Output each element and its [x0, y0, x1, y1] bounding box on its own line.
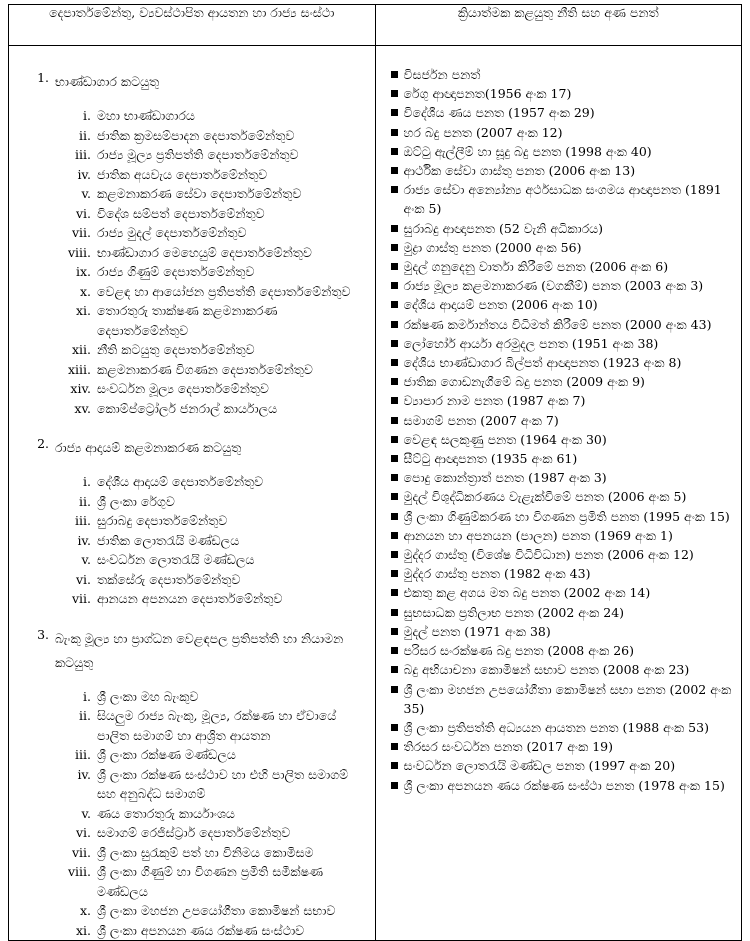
list-item: [9, 262, 375, 282]
section-block: [9, 436, 375, 609]
act-item: [376, 507, 742, 526]
act-item: [376, 103, 742, 122]
list-item: [9, 862, 375, 901]
square-bullet-icon: [376, 430, 404, 449]
section-items: [9, 687, 375, 941]
item-text: තොරතුරු තාක්ෂණ කළමනාකරණ දෙපාර්තමේන්තුව: [97, 303, 278, 338]
item-text: ශ්‍රී ලංකා මහ බැංකුව: [97, 688, 199, 704]
list-item: [9, 223, 375, 243]
square-bullet-icon: [376, 545, 404, 564]
item-text: සියලුම රාජ්‍ය බැංකු, මූල්‍ය, රක්ෂණ හා ඒවායේ පාලිත සමාගම් හා ආශ්‍රිත ආයතන: [97, 708, 337, 743]
item-numeral: iv.: [77, 766, 91, 782]
act-name: තිරසර සංවර්ධන පනත (2017 අංක 19): [403, 739, 613, 755]
item-numeral: i.: [83, 108, 91, 123]
act-name: එකතු කළ අගය මත බදු පනත (2002 අංක 14): [403, 585, 651, 601]
list-item: [9, 843, 375, 863]
act-item: [376, 411, 742, 430]
square-bullet-icon: [376, 411, 404, 430]
sections-list: [9, 70, 375, 940]
act-name: රාජ්‍ය සේවා අන්‍යෝන්‍ය අර්ථසාධක සංගමය ආඥාපනත (1891 අංක 5): [403, 182, 722, 217]
item-text: සංවර්ධන මූල්‍ය දෙපාර්තමේන්තුව: [97, 381, 269, 396]
act-item: [376, 238, 742, 257]
act-item: [376, 680, 742, 718]
item-text: ශ්‍රී ලංකා රක්ෂණ මණ්ඩලය: [97, 747, 236, 762]
square-bullet-icon: [376, 103, 404, 122]
act-name: ශ්‍රී ලංකා මහජන උපයෝගීතා කොමිෂන් සභා පනත (2002 අංක 35): [403, 681, 732, 716]
section-title: රාජ්‍ය ආදායම් කළමනාකරණ කටයුතු: [55, 440, 242, 455]
item-numeral: vi.: [75, 205, 91, 221]
act-item: [376, 449, 742, 468]
section-items: [9, 472, 375, 609]
square-bullet-icon: [376, 391, 404, 410]
list-item: [9, 184, 375, 204]
act-item: [376, 391, 742, 410]
act-item: [376, 564, 742, 583]
item-text: තක්සේරු දෙපාර්තමේන්තුව: [97, 571, 241, 587]
item-text: රාජ්‍ය ගිණුම් දෙපාර්තමේන්තුව: [97, 264, 255, 279]
item-text: ආනයන අපනයන දෙපාර්තමේන්තුව: [97, 591, 283, 606]
item-text: ණය තොරතුරු කාර්යාංශය: [97, 805, 235, 821]
list-item: [9, 126, 375, 146]
list-item: [9, 706, 375, 745]
act-name: පොදු කොන්ත්‍රාත් පනත (1987 අංක 3): [403, 470, 607, 486]
act-name: විසර්ජන පනත්: [403, 67, 481, 82]
act-name: සංවර්ධන ලොතරැයි මණ්ඩල පනත (1997 අංක 20): [403, 758, 676, 774]
list-item: [9, 511, 375, 531]
item-text: වෙළඳ හා ආයෝජන ප්‍රතිපත්ති දෙපාර්තමේන්තුව: [97, 283, 351, 299]
act-item: [376, 430, 742, 449]
item-text: ජාතික අයවැය දෙපාර්තමේන්තුව: [97, 166, 268, 182]
act-name: සුභසාධක ප්‍රතිලාභ පනත (2002 අංක 24): [403, 604, 625, 620]
institutions-column: [9, 46, 376, 941]
item-text: ශ්‍රී ලංකා රේගුව: [97, 493, 175, 509]
item-numeral: xiv.: [70, 381, 91, 396]
item-numeral: v.: [81, 186, 91, 201]
item-numeral: v.: [81, 805, 91, 821]
item-numeral: iii.: [75, 147, 91, 162]
square-bullet-icon: [376, 603, 404, 622]
act-name: ලෝහෝර් ආර්යා අරමුදල පනත (1951 අංක 38): [403, 335, 659, 351]
act-name: මුදල් ගනුදෙනු වාර්තා කිරීමේ පනත (2006 අංක 6): [403, 259, 669, 275]
list-item: [9, 399, 375, 419]
list-item: [9, 492, 375, 512]
item-numeral: vii.: [71, 844, 91, 860]
list-item: [9, 145, 375, 165]
act-name: ඔට්ටු ඇල්ලීම් හා සූදු බදු පනත (1998 අංක 40): [403, 143, 652, 159]
section-number: 2.: [37, 436, 49, 451]
act-name: මුදල් විශුද්ධිකරණය වැළැක්වීමේ පනත (2006 අංක 5): [403, 489, 687, 505]
section-block: [9, 627, 375, 941]
act-item: [376, 487, 742, 506]
act-item: [376, 545, 742, 564]
item-numeral: iv.: [77, 166, 91, 182]
list-item: [9, 531, 375, 551]
square-bullet-icon: [376, 295, 404, 314]
item-text: ශ්‍රී ලංකා සුරැකුම් පත් හා විනිමය කොමිසම: [97, 844, 314, 860]
item-numeral: x.: [79, 283, 91, 299]
list-item: [9, 301, 375, 340]
square-bullet-icon: [376, 219, 404, 238]
item-numeral: viii.: [67, 244, 91, 260]
item-numeral: viii.: [67, 864, 91, 879]
act-item: [376, 84, 742, 103]
section-title: බැංකු මූල්‍ය හා ප්‍රාග්ධන වෙළඳපල ප්‍රතිපත්ති හා නියාමන කටයුතු: [55, 630, 344, 670]
act-name: සීට්ටු ආඥාපනත (1935 අංක 61): [403, 451, 578, 467]
item-text: දේශීය ආදායම් දෙපාර්තමේන්තුව: [97, 474, 264, 489]
act-name: ව්‍යාපාර නාම පනත (1987 අංක 7): [403, 393, 586, 409]
square-bullet-icon: [376, 180, 404, 218]
list-item: [9, 570, 375, 590]
act-item: [376, 219, 742, 238]
section-number: 3.: [37, 626, 49, 642]
item-numeral: xii.: [71, 342, 91, 357]
square-bullet-icon: [376, 526, 404, 545]
item-text: රාජ්‍ය මුදල් දෙපාර්තමේන්තුව: [97, 225, 247, 240]
square-bullet-icon: [376, 123, 404, 142]
list-item: [9, 687, 375, 707]
square-bullet-icon: [376, 468, 404, 487]
square-bullet-icon: [376, 756, 404, 775]
item-text: ශ්‍රී ලංකා මහජන උපයෝගීතා කොමිෂන් සභාව: [97, 903, 336, 918]
item-numeral: ii.: [79, 493, 91, 509]
square-bullet-icon: [376, 583, 404, 602]
square-bullet-icon: [376, 315, 404, 334]
act-name: රාජ්‍ය මූල්‍ය කළමනාකරණ (වගකීම්) පනත (2003 අංක 3): [403, 278, 704, 294]
header-institutions: දෙපාර්තමේන්තු, ව්‍යවස්ථාපිත ආයතන හා රාජ්‍ය සංස්ථා: [9, 5, 376, 46]
act-item: [376, 142, 742, 161]
item-text: ශ්‍රී ලංකා ගිණුම් හා විගණන ප්‍රමිති සමීක්ෂණ මණ්ඩලය: [97, 864, 324, 899]
item-numeral: ix.: [75, 264, 91, 279]
act-item: [376, 161, 742, 180]
item-numeral: vii.: [71, 225, 91, 240]
list-item: [9, 165, 375, 185]
item-numeral: iii.: [75, 513, 91, 528]
item-text: භාණ්ඩාගාර මෙහෙයුම් දෙපාර්තමේන්තුව: [97, 244, 312, 260]
list-item: [9, 243, 375, 263]
header-row: [9, 5, 742, 46]
item-numeral: i.: [83, 474, 91, 489]
item-text: ශ්‍රී ලංකා රක්ෂණ සංස්ථාව හා එහි පාලිත සමාගම් සහ අනුබද්ධ සමාගම්: [97, 766, 349, 801]
list-item: [9, 360, 375, 380]
act-item: [376, 660, 742, 679]
item-numeral: vii.: [71, 591, 91, 606]
list-item: [9, 340, 375, 360]
item-text: මහා භාණ්ඩාගාරය: [97, 108, 195, 123]
item-text: කොම්ප්ට්‍රෝලර් ජනරාල් කාර්යාලය: [97, 400, 278, 416]
item-text: සුරාබදු දෙපාර්තමේන්තුව: [97, 513, 228, 528]
act-item: [376, 583, 742, 602]
square-bullet-icon: [376, 65, 404, 84]
square-bullet-icon: [376, 660, 404, 679]
act-name: ශ්‍රී ලංකා ප්‍රතිපත්ති අධ්‍යයන ආයතන පනත (1988 අංක 53): [403, 719, 709, 735]
list-item: [9, 765, 375, 804]
item-text: කළමනාකරණ සේවා දෙපාර්තමේන්තුව: [97, 186, 302, 201]
institutions-acts-table: [8, 4, 742, 941]
square-bullet-icon: [376, 372, 404, 391]
square-bullet-icon: [376, 641, 404, 660]
act-name: මුද්දර ගාස්තු (විශේෂ විධිවිධාන) පනත (2006 අංක 12): [403, 547, 694, 563]
square-bullet-icon: [376, 334, 404, 353]
list-item: [9, 589, 375, 609]
item-numeral: iii.: [75, 747, 91, 762]
act-item: [376, 180, 742, 218]
square-bullet-icon: [376, 718, 404, 737]
item-text: ජාතික ක්‍රමසම්පාදන දෙපාර්තමේන්තුව: [97, 127, 295, 143]
square-bullet-icon: [376, 507, 404, 526]
item-text: සංවර්ධන ලොතරැයි මණ්ඩලය: [97, 552, 255, 567]
act-item: [376, 756, 742, 775]
act-name: විදේශීය ණය පනත (1957 අංක 29): [403, 105, 595, 121]
list-item: [9, 204, 375, 224]
section-title: භාණ්ඩාගාර කටයුතු: [55, 74, 160, 89]
list-item: [9, 804, 375, 824]
act-item: [376, 353, 742, 372]
square-bullet-icon: [376, 257, 404, 276]
square-bullet-icon: [376, 142, 404, 161]
square-bullet-icon: [376, 564, 404, 583]
item-numeral: xi.: [75, 303, 91, 318]
act-name: සුරාබදු ආඥාපනත (52 වැනි අධිකාරය): [403, 220, 603, 236]
act-item: [376, 641, 742, 660]
item-numeral: xi.: [75, 922, 91, 938]
list-item: [9, 379, 375, 399]
list-item: [9, 823, 375, 843]
acts-list: [376, 46, 742, 795]
list-item: [9, 550, 375, 570]
act-name: රේගු ආඥාපනත(1956 අංක 17): [403, 86, 572, 102]
item-numeral: x.: [79, 903, 91, 918]
act-name: ශ්‍රී ලංකා අපනයන ණය රක්ෂණ සංස්ථා පනත (1978 අංක 15): [403, 777, 725, 793]
act-name: පරිසර සංරක්ෂණ බදු පනත (2008 අංක 26): [403, 643, 634, 659]
section-number: 1.: [37, 70, 49, 85]
act-name: ශ්‍රී ලංකා ගිණුම්කරණ හා විගණන ප්‍රමිති පනත (1995 අංක 15): [403, 508, 730, 524]
section-block: [9, 70, 375, 418]
item-numeral: vi.: [75, 825, 91, 840]
item-numeral: i.: [83, 688, 91, 704]
body-row: [9, 46, 742, 941]
list-item: [9, 901, 375, 921]
square-bullet-icon: [376, 276, 404, 295]
act-item: [376, 776, 742, 795]
act-name: දේශීය ආදායම් පනත (2006 අංක 10): [403, 297, 598, 313]
section-heading: [9, 70, 375, 94]
item-numeral: iv.: [77, 532, 91, 548]
square-bullet-icon: [376, 84, 404, 103]
square-bullet-icon: [376, 487, 404, 506]
item-numeral: v.: [81, 552, 91, 567]
act-item: [376, 737, 742, 756]
item-numeral: xiii.: [67, 361, 91, 377]
act-item: [376, 257, 742, 276]
item-numeral: vi.: [75, 571, 91, 587]
act-name: මුදල් පනත (1971 අංක 38): [403, 623, 551, 639]
act-item: [376, 315, 742, 334]
square-bullet-icon: [376, 449, 404, 468]
list-item: [9, 745, 375, 765]
act-name: ආර්ථික සේවා ගාස්තු පනත (2006 අංක 13): [403, 163, 636, 179]
act-item: [376, 468, 742, 487]
square-bullet-icon: [376, 776, 404, 795]
item-text: නීති කටයුතු දෙපාර්තමේන්තුව: [97, 342, 255, 357]
item-numeral: ii.: [79, 127, 91, 143]
act-name: ආනයන හා අපනයන (පාලන) පනත (1969 අංක 1): [403, 527, 673, 543]
square-bullet-icon: [376, 238, 404, 257]
act-item: [376, 526, 742, 545]
item-text: ශ්‍රී ලංකා අපනයන ණය රක්ෂණ සංස්ථාව: [97, 922, 305, 938]
act-name: ජාතික ගොඩනැගීමේ බදු පනත (2009 අංක 9): [403, 374, 645, 390]
list-item: [9, 106, 375, 126]
square-bullet-icon: [376, 622, 404, 641]
acts-column: [375, 46, 742, 941]
act-name: වෙළඳ සලකුණු පනත (1964 අංක 30): [403, 431, 607, 447]
act-item: [376, 603, 742, 622]
item-text: රාජ්‍ය මූල්‍ය ප්‍රතිපත්ති දෙපාර්තමේන්තුව: [97, 147, 299, 162]
act-name: රක්ෂණ කර්මාන්තය විධිමත් කිරීමේ පනත (2000 අංක 43): [403, 316, 712, 332]
section-heading: [9, 436, 375, 460]
item-text: කළමනාකරණ විගණන දෙපාර්තමේන්තුව: [97, 361, 313, 377]
act-name: බදු අභියාචනා කොමිෂන් සභාව පනත (2008 අංක 23): [403, 662, 690, 678]
act-name: මුද්‍රා ගාස්තු පනත (2000 අංක 56): [403, 239, 582, 255]
act-name: හර බදු පනත (2007 අංක 12): [403, 124, 563, 140]
act-name: දේශීය භාණ්ඩාගාර බිල්පත් ආඥාපනත (1923 අංක 8): [403, 355, 682, 371]
item-text: ජාතික ලොතරැයි මණ්ඩලය: [97, 532, 240, 548]
square-bullet-icon: [376, 161, 404, 180]
item-text: විදේශ සම්පත් දෙපාර්තමේන්තුව: [97, 205, 265, 221]
act-name: මුද්දර ගාස්තු පනත (1982 අංක 43): [403, 566, 591, 582]
header-acts: ක්‍රියාත්මක කළයුතු නීති සහ අණ පනත්: [375, 5, 742, 46]
act-item: [376, 123, 742, 142]
act-name: සමාගම් පනත (2007 අංක 7): [403, 412, 559, 428]
item-numeral: xv.: [74, 400, 91, 416]
act-item: [376, 622, 742, 641]
square-bullet-icon: [376, 737, 404, 756]
act-item: [376, 334, 742, 353]
item-text: සමාගම් රෙජිස්ට්‍රාර් දෙපාර්තමේන්තුව: [97, 825, 291, 840]
act-item: [376, 718, 742, 737]
act-item: [376, 65, 742, 84]
list-item: [9, 472, 375, 492]
list-item: [9, 282, 375, 302]
square-bullet-icon: [376, 353, 404, 372]
section-items: [9, 106, 375, 418]
square-bullet-icon: [376, 680, 404, 718]
section-heading: [9, 627, 375, 675]
item-numeral: ii.: [79, 708, 91, 723]
list-item: [9, 921, 375, 941]
act-item: [376, 295, 742, 314]
act-item: [376, 276, 742, 295]
act-item: [376, 372, 742, 391]
